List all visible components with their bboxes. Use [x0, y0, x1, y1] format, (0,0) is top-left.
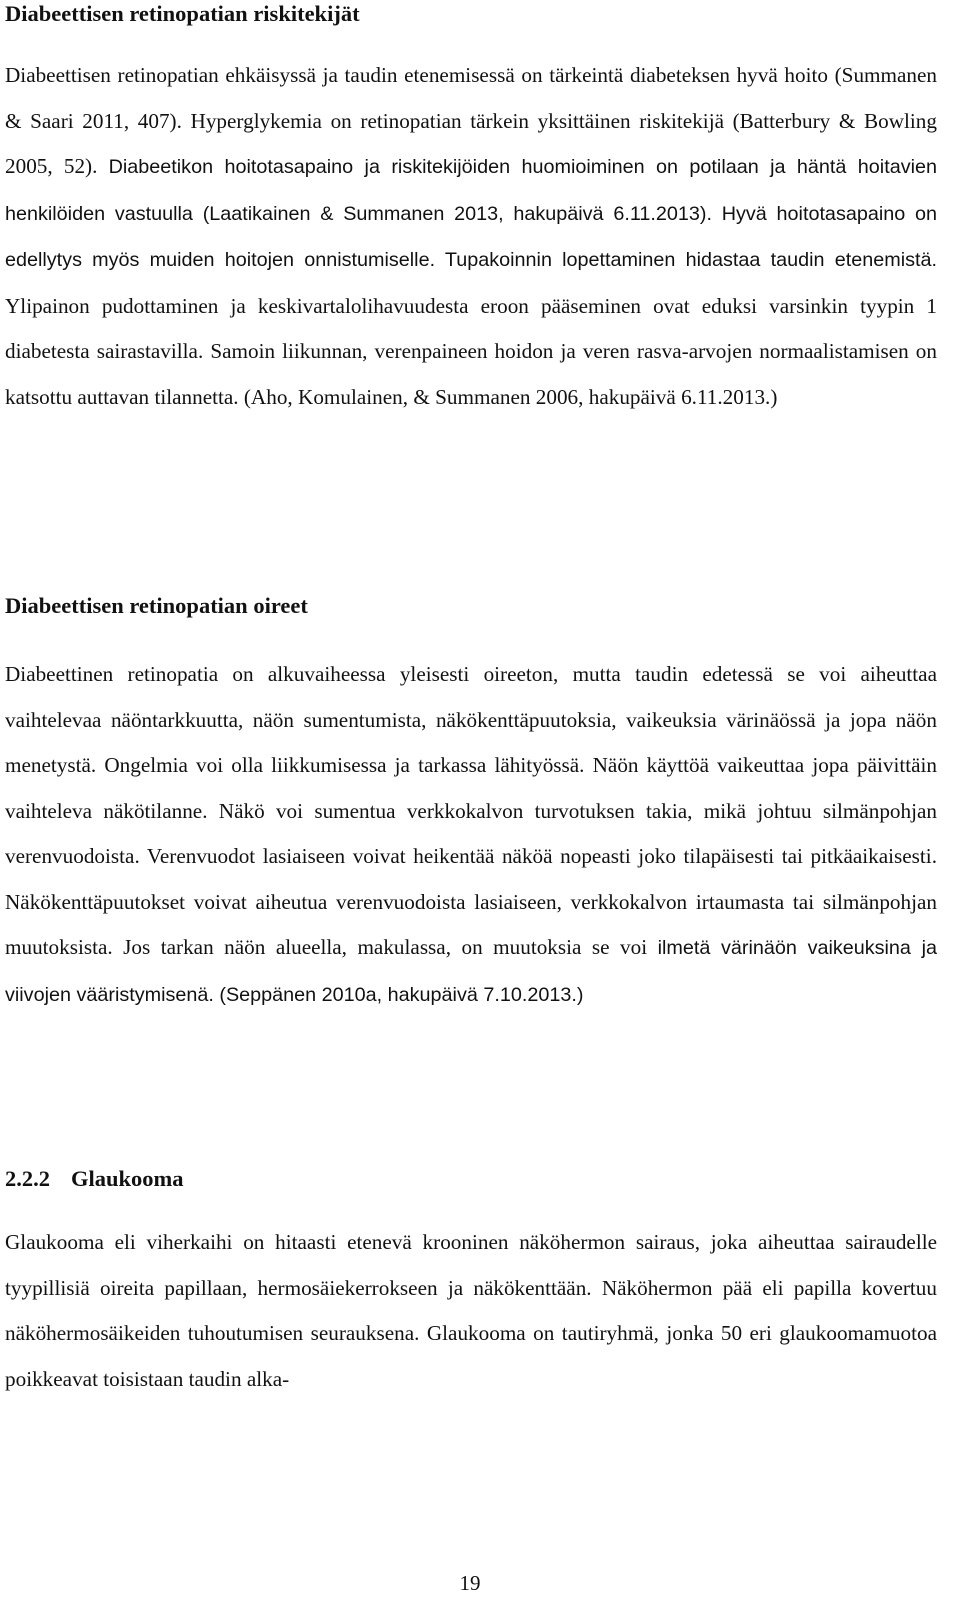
symptoms-text-part-2: ilmetä värinäön vaikeuksina ja viivojen vääristymisenä. (Seppänen 2010a, hakupäivä 7.10.2013.): [5, 937, 938, 1006]
section-heading-symptoms: Diabeettisen retinopatian oireet: [5, 593, 308, 618]
section-title: Glaukooma: [71, 1166, 184, 1191]
section-heading-glaucoma: [5, 1165, 937, 1193]
section-number: 2.2.2: [5, 1166, 50, 1191]
paragraph-glaucoma: Glaukooma eli viherkaihi on hitaasti etenevä krooninen näköhermon sairaus, joka aiheuttaa sairaudelle tyypillisiä oireita papillaan, hermosäiekerrokseen ja näkökenttään. Näköhermon pää eli papilla kovertuu näköhermosäikeiden tuhoutumisen seurauksena. Glaukooma on tautiryhmä, jonka 50 eri glaukoomamuotoa poikkeavat toisistaan taudin alka-: [5, 1230, 937, 1391]
section-heading-risk-factors: Diabeettisen retinopatian riskitekijät: [5, 1, 360, 26]
paragraph-symptoms: [5, 652, 937, 1018]
page-number: 19: [459, 1571, 481, 1595]
risk-text-part-2: Diabeetikon hoitotasapaino ja riskitekijöiden huomioiminen on potilaan ja häntä hoitavien henkilöiden vastuulla (Laatikainen & Summanen 2013, hakupäivä 6.11.2013). Hyvä hoitotasapaino on edellytys myös muiden hoitojen onnistumiselle. Tupakoinnin lopettaminen hidastaa taudin etenemistä.: [5, 156, 937, 271]
risk-text-part-1: Diabeettisen retinopatian ehkäisyssä ja taudin etenemisessä on tärkeintä diabeteksen hyvä hoito (Summanen & Saari 2011, 407). Hyperglykemia on retinopatian tärkein yksittäinen riskitekijä (Batterbury & Bowling 2005, 52).: [5, 63, 937, 178]
risk-text-part-3: Ylipainon pudottaminen ja keskivartalolihavuudesta eroon pääseminen ovat eduksi varsinkin tyypin 1 diabetesta sairastavilla. Samoin liikunnan, verenpaineen hoidon ja veren rasva-arvojen normaalistamisen on katsottu auttavan tilannetta. (Aho, Komulainen, & Summanen 2006, hakupäivä 6.11.2013.): [5, 293, 937, 409]
paragraph-risk-factors: [5, 53, 937, 420]
symptoms-text-part-1: Diabeettinen retinopatia on alkuvaiheessa yleisesti oireeton, mutta taudin edetessä se voi aiheuttaa vaihtelevaa näöntarkkuutta, näön sumentumista, näkökenttäpuutoksia, vaikeuksia värinäössä ja jopa näön menetystä. Ongelmia voi olla liikkumisessa ja tarkassa lähityössä. Näön käyttöä vaikeuttaa jopa päivittäin vaihteleva näkötilanne. Näkö voi sumentua verkkokalvon turvotuksen takia, mikä johtuu silmänpohjan verenvuodoista. Verenvuodot lasiaiseen voivat heikentää näköä nopeasti joko tilapäisesti tai pitkäaikaisesti. Näkökenttäpuutokset voivat aiheutua verenvuodoista lasiaiseen, verkkokalvon irtaumasta tai silmänpohjan muutoksista. Jos tarkan näön alueella, makulassa, on muutoksia se voi: [5, 662, 937, 959]
